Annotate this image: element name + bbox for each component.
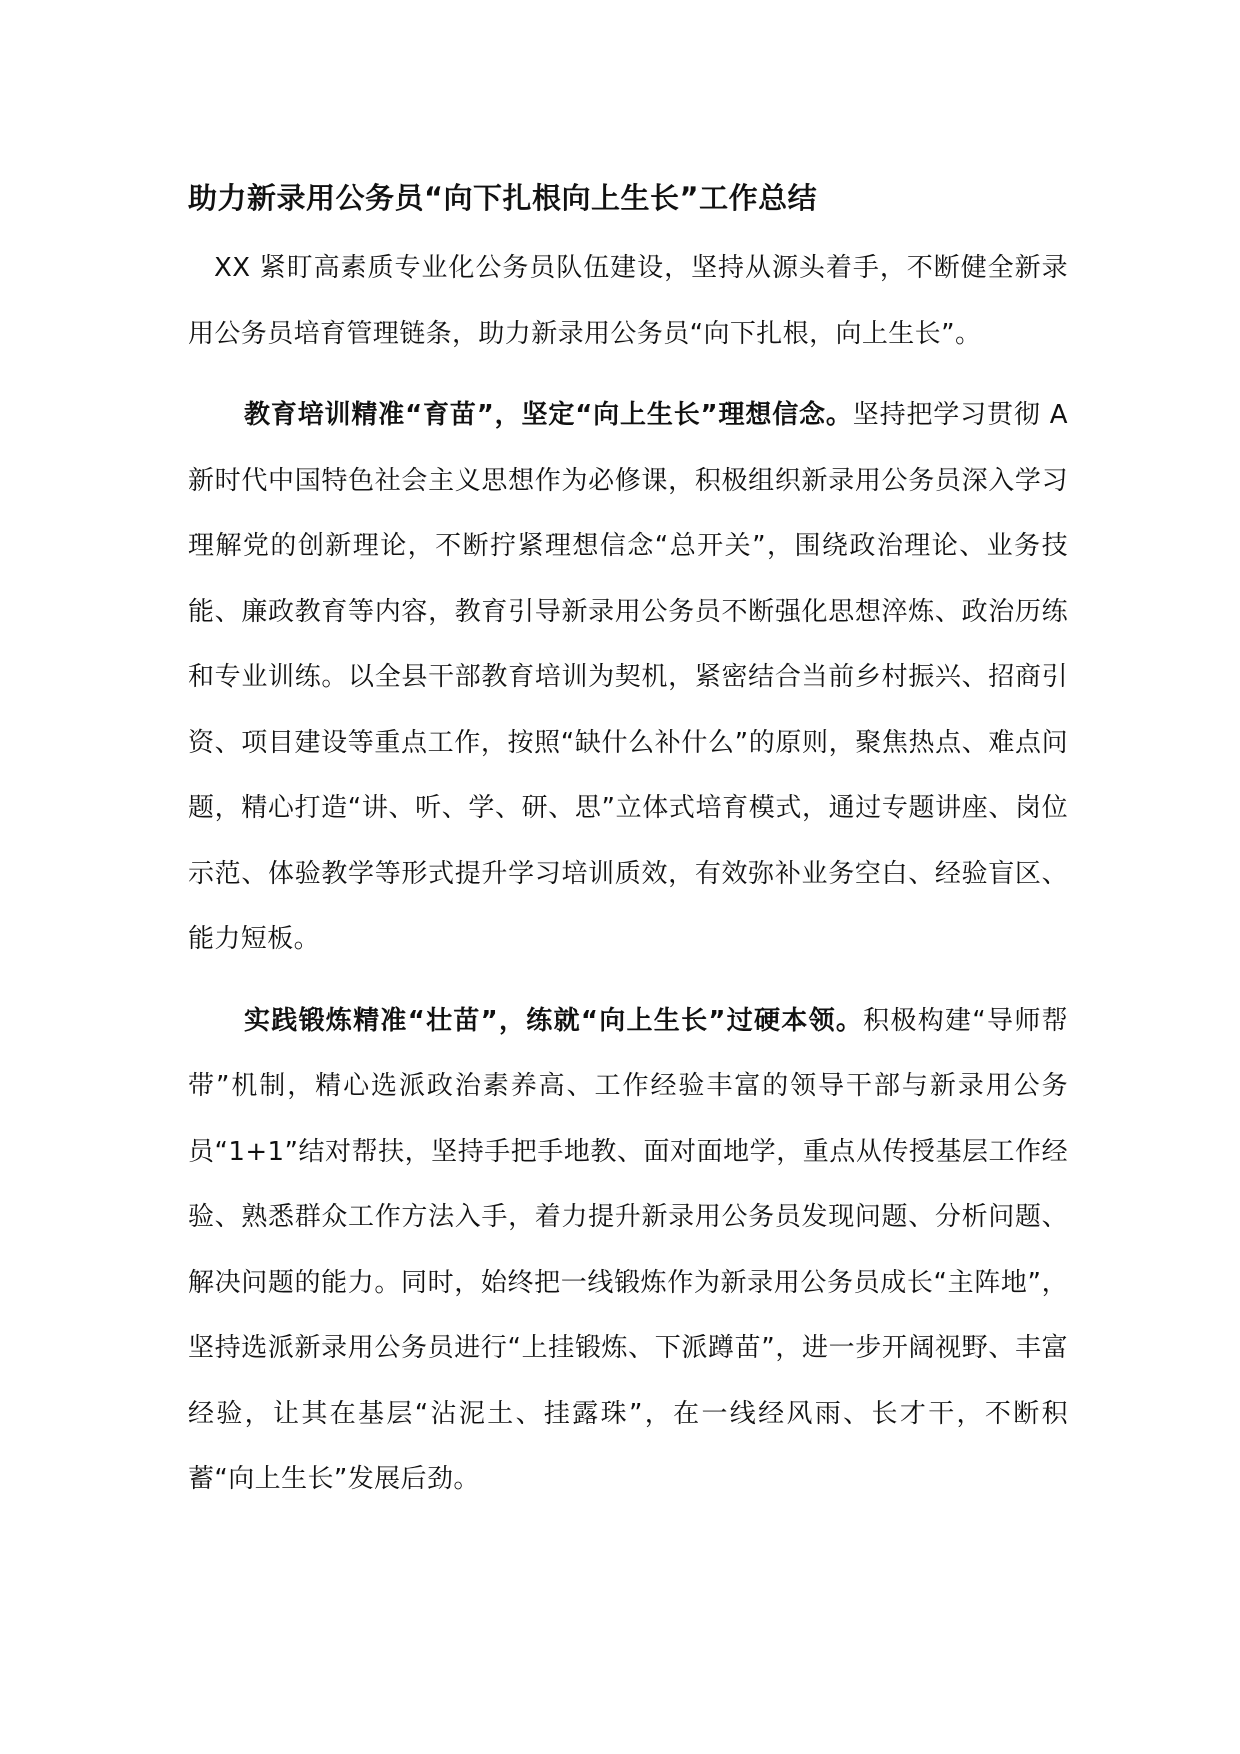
section-heading-practice: 实践锻炼精准“壮苗”，练就“向上生长”过硬本领。 bbox=[244, 1005, 864, 1036]
document-body bbox=[188, 176, 1068, 1513]
section-body-practice: 积极构建“导师帮带”机制，精心选派政治素养高、工作经验丰富的领导干部与新录用公务员“1+1”结对帮扶，坚持手把手地教、面对面地学，重点从传授基层工作经验、熟悉群众工作方法入手，着力提升新录用公务员发现问题、分析问题、解决问题的能力。同时，始终把一线锻炼作为新录用公务员成长“主阵地”，坚持选派新录用公务员进行“上挂锻炼、下派蹲苗”，进一步开阔视野、丰富经验，让其在基层“沾泥土、挂露珠”，在一线经风雨、长才干，不断积蓄“向上生长”发展后劲。 bbox=[188, 1005, 1069, 1494]
section-body-education: 坚持把学习贯彻 A 新时代中国特色社会主义思想作为必修课，积极组织新录用公务员深入学习理解党的创新理论，不断拧紧理想信念“总开关”，围绕政治理论、业务技能、廉政教育等内容，教育引导新录用公务员不断强化思想淬炼、政治历练和专业训练。以全县干部教育培训为契机，紧密结合当前乡村振兴、招商引资、项目建设等重点工作，按照“缺什么补什么”的原则，聚焦热点、难点问题，精心打造“讲、听、学、研、思”立体式培育模式，通过专题讲座、岗位示范、体验教学等形式提升学习培训质效，有效弥补业务空白、经验盲区、能力短板。 bbox=[188, 400, 1068, 954]
intro-paragraph: XX 紧盯高素质专业化公务员队伍建设，坚持从源头着手，不断健全新录用公务员培育管理链条，助力新录用公务员“向下扎根，向上生长”。 bbox=[188, 253, 1068, 349]
section-heading-education: 教育培训精准“育苗”，坚定“向上生长”理想信念。 bbox=[244, 400, 853, 430]
document-title: 助力新录用公务员“向下扎根向上生长”工作总结 bbox=[188, 181, 818, 215]
section-paragraph-education bbox=[188, 383, 1068, 973]
section-paragraph-practice bbox=[188, 989, 1068, 1513]
